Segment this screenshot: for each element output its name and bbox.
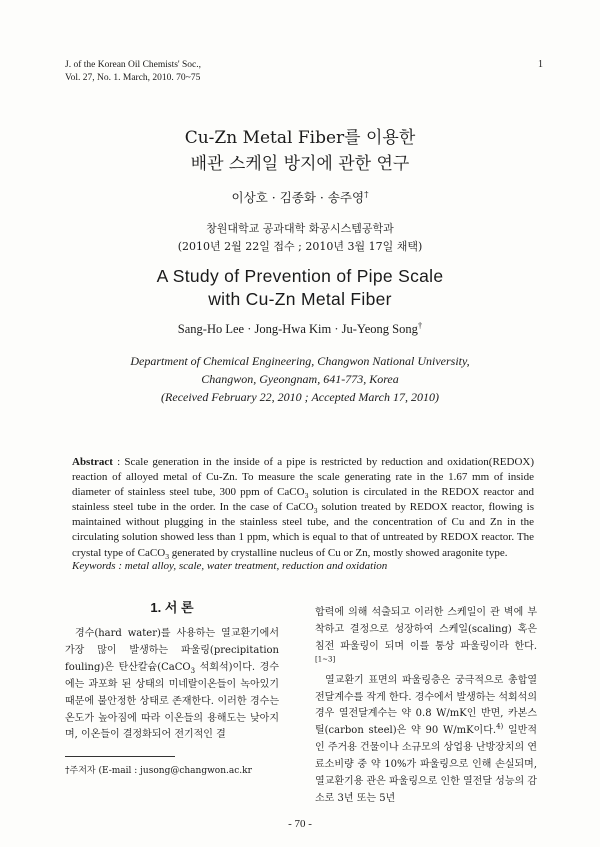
korean-dates: (2010년 2월 22일 접수 ; 2010년 3월 17일 채택) [177,240,423,253]
reference-citation: 4) [496,723,504,732]
subscript: 3 [165,551,170,561]
left-paragraph-1 [65,626,279,744]
korean-author-names: 이상호 · 김종화 · 송주영 [231,190,365,205]
journal-line-1: J. of the Korean Oil Chemists' Soc., [65,60,202,70]
right-paragraph-1 [315,605,537,673]
english-affiliation-line-1: Department of Chemical Engineering, Changwon National University, [130,354,470,368]
english-author-names: Sang-Ho Lee · Jong-Hwa Kim · Ju-Yeong Song [177,322,418,336]
abstract-text-2: solution is circulated in the REDOX reactor and stainless steel tube in the order. In the case of CaCO [72,486,534,514]
english-authors [0,319,600,337]
left-column [65,626,279,744]
journal-line-2: Vol. 27, No. 1. March, 2010. 70~75 [65,73,201,83]
corresponding-author-dagger: † [364,189,369,200]
right-text-b: 열교환기 표면의 파울링층은 궁극적으로 총합열전달계수를 작게 한다. 경수에서 발생하는 석회석의 경우 열전달계수는 약 0.8 W/mK인 반면, 카본스틸(carbon steel)은 약 90 W/mK이다. [315,674,537,737]
korean-affiliation: 창원대학교 공과대학 화공시스템공학과 [206,222,394,235]
right-column [315,605,537,808]
page-footer-number: - 70 - [288,818,312,830]
subscript: 3 [304,491,309,501]
korean-title-line-2: 배관 스케일 방지에 관한 연구 [190,154,410,174]
abstract [72,455,534,561]
page-number-top: 1 [538,59,543,70]
abstract-text-1: : Scale generation in the inside of a pipe is restricted by reduction and oxidation(REDOX) reaction of alloyed metal of Cu-Zn. To measure the scale generating rate in the 1.67 mm of inside diameter of stainless steel tube, 300 ppm of CaCO [72,456,534,499]
english-title-line-1: A Study of Prevention of Pipe Scale [156,266,444,286]
journal-citation [65,59,201,85]
keywords: Keywords : metal alloy, scale, water treatment, reduction and oxidation [72,560,388,572]
abstract-text-4: generated by crystalline nucleus of Cu or Zn, mostly showed aragonite type. [169,546,508,559]
section-heading-introduction: 1. 서 론 [150,600,194,615]
left-text-b: 석회석)이다. 경수에는 과포화 된 상태의 미네랄이온들이 녹아있기 때문에 불안정한 상태로 존재한다. 이러한 경수는 온도가 높아짐에 따라 이온들의 용해도는 낮아지며, 이온들이 결정화되어 전기적인 결 [65,661,279,741]
right-paragraph-2 [315,673,537,808]
subscript: 3 [190,666,196,675]
footnote-divider [65,756,175,757]
abstract-text-3: solution treated by REDOX reactor, flowing is maintained without plugging in the stainless steel tube, and the concentration of Cu and Zn in the circulating solution showed less than 1 ppm, which is equal to that of untreated by REDOX reactor. The crystal type of CaCO [72,501,534,559]
footnote-corresponding-author: †주저자 (E-mail : jusong@changwon.ac.kr [65,766,252,776]
reference-citation: [1~3] [315,655,336,664]
english-title-line-2: with Cu-Zn Metal Fiber [208,289,392,309]
abstract-label: Abstract [72,456,113,468]
english-dagger: † [417,319,423,330]
left-text-a: 경수(hard water)를 사용하는 열교환기에서 가장 많이 발생하는 파울링(precipitation fouling)은 탄산칼슘(CaCO [65,628,279,673]
right-text-a: 합력에 의해 석출되고 이러한 스케일이 관 벽에 부착하고 결정으로 성장하여 스케일(scaling) 혹은 침전 파울링이 되며 이를 통상 파울링이라 한다. [315,607,537,652]
subscript: 3 [313,506,318,516]
korean-title-line-1: Cu-Zn Metal Fiber를 이용한 [184,128,416,148]
english-affiliation-line-2: Changwon, Gyeongnam, 641-773, Korea [201,372,399,386]
english-affiliation [0,352,600,406]
right-text-c: 일반적인 주거용 건물이나 소규모의 상업용 난방장치의 연료소비량 중 약 10%가 파울링으로 인해 손실되며, 열교환기용 관은 파울링으로 인한 열전달 성능의 감소로 3년 또는 5년 [315,725,537,804]
korean-authors [0,188,600,206]
received-accepted-dates: (Received February 22, 2010 ; Accepted March 17, 2010) [161,390,439,404]
